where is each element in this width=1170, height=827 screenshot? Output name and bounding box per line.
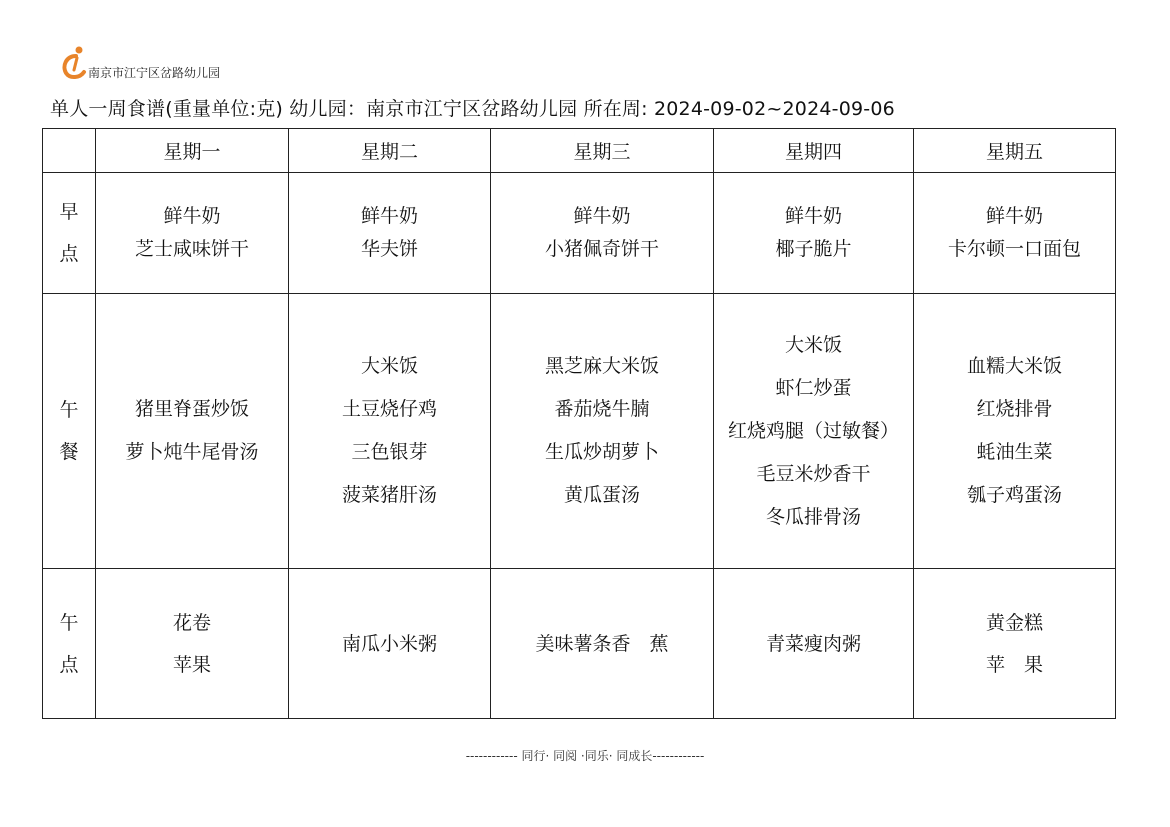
- menu-item: 大米饭: [360, 355, 418, 377]
- menu-cell-breakfast-tuesday: [289, 173, 491, 294]
- weekly-menu-table: [42, 128, 1116, 719]
- menu-item: 三色银芽: [351, 441, 428, 463]
- table-header-row: [43, 129, 1116, 173]
- meal-label-char: 早: [59, 201, 79, 223]
- meal-label-char: 午: [59, 399, 79, 421]
- menu-item: 番茄烧牛腩: [554, 398, 650, 420]
- menu-cell-lunch-tuesday: [289, 294, 491, 569]
- table-row-breakfast: [43, 173, 1116, 294]
- menu-cell-breakfast-friday: [914, 173, 1116, 294]
- menu-item: 菠菜猪肝汤: [341, 484, 437, 506]
- meal-label-breakfast: [43, 173, 96, 294]
- menu-cell-lunch-wednesday: [491, 294, 714, 569]
- menu-item: 花卷: [172, 611, 211, 634]
- menu-item: 芝士咸味饼干: [134, 238, 249, 260]
- menu-item: 毛豆米炒香干: [756, 462, 871, 485]
- menu-item: 血糯大米饭: [966, 355, 1062, 377]
- menu-item: 青菜瘦肉粥: [765, 632, 861, 655]
- menu-item: 黑芝麻大米饭: [544, 355, 659, 377]
- menu-item: 红烧排骨: [976, 398, 1053, 420]
- menu-item: 红烧鸡腿（过敏餐）: [727, 419, 899, 442]
- table-row-afternoon-snack: [43, 569, 1116, 719]
- footer-motto: ------------ 同行· 同阅 ·同乐· 同成长------------: [465, 749, 705, 763]
- menu-item: 鲜牛奶: [985, 205, 1043, 227]
- table-row-lunch: [43, 294, 1116, 569]
- page-title: 单人一周食谱(重量单位:克) 幼儿园：南京市江宁区岔路幼儿园 所在周: 2024-09-02~2024-09-06: [50, 98, 895, 120]
- menu-cell-lunch-monday: [96, 294, 289, 569]
- menu-item: 蚝油生菜: [976, 441, 1053, 463]
- meal-label-char: 点: [59, 653, 79, 676]
- menu-cell-snack-friday: [914, 569, 1116, 719]
- kindergarten-logo: [60, 44, 320, 84]
- menu-item: 虾仁炒蛋: [775, 376, 852, 399]
- meal-label-char: 午: [59, 611, 79, 634]
- header-day-monday: 星期一: [96, 129, 289, 173]
- menu-item: 南瓜小米粥: [341, 632, 437, 655]
- menu-item: 苹果: [172, 653, 211, 676]
- menu-cell-snack-tuesday: [289, 569, 491, 719]
- header-day-friday: 星期五: [914, 129, 1116, 173]
- menu-item: 大米饭: [784, 333, 842, 356]
- menu-cell-lunch-friday: [914, 294, 1116, 569]
- menu-item: 生瓜炒胡萝卜: [544, 441, 659, 463]
- menu-cell-breakfast-monday: [96, 173, 289, 294]
- menu-item: 萝卜炖牛尾骨汤: [125, 441, 259, 463]
- menu-item: 华夫饼: [360, 238, 418, 260]
- meal-label-char: 点: [59, 243, 79, 265]
- meal-label-lunch: [43, 294, 96, 569]
- header-corner-cell: [43, 129, 96, 173]
- menu-item: 瓠子鸡蛋汤: [966, 484, 1062, 506]
- menu-item: 鲜牛奶: [784, 205, 842, 227]
- meal-label-afternoon-snack: [43, 569, 96, 719]
- menu-item: 卡尔顿一口面包: [947, 238, 1081, 260]
- menu-cell-snack-monday: [96, 569, 289, 719]
- menu-cell-breakfast-wednesday: [491, 173, 714, 294]
- menu-item: 苹 果: [985, 653, 1043, 676]
- header-day-thursday: 星期四: [714, 129, 914, 173]
- logo-text: 南京市江宁区岔路幼儿园: [88, 66, 221, 80]
- menu-item: 鲜牛奶: [360, 205, 418, 227]
- menu-item: 黄金糕: [985, 611, 1043, 634]
- menu-item: 土豆烧仔鸡: [341, 398, 437, 420]
- menu-cell-lunch-thursday: [714, 294, 914, 569]
- menu-item: 黄瓜蛋汤: [563, 484, 640, 506]
- header-day-wednesday: 星期三: [491, 129, 714, 173]
- menu-item: 鲜牛奶: [573, 205, 631, 227]
- header-day-tuesday: 星期二: [289, 129, 491, 173]
- menu-item: 美味薯条香 蕉: [535, 632, 669, 655]
- menu-item: 鲜牛奶: [163, 205, 221, 227]
- menu-item: 小猪佩奇饼干: [544, 238, 659, 260]
- menu-item: 椰子脆片: [775, 238, 852, 260]
- menu-item: 冬瓜排骨汤: [765, 505, 861, 528]
- menu-cell-breakfast-thursday: [714, 173, 914, 294]
- menu-cell-snack-thursday: [714, 569, 914, 719]
- meal-label-char: 餐: [59, 441, 79, 463]
- menu-cell-snack-wednesday: [491, 569, 714, 719]
- logo-mark-icon: [60, 44, 90, 80]
- menu-item: 猪里脊蛋炒饭: [134, 398, 249, 420]
